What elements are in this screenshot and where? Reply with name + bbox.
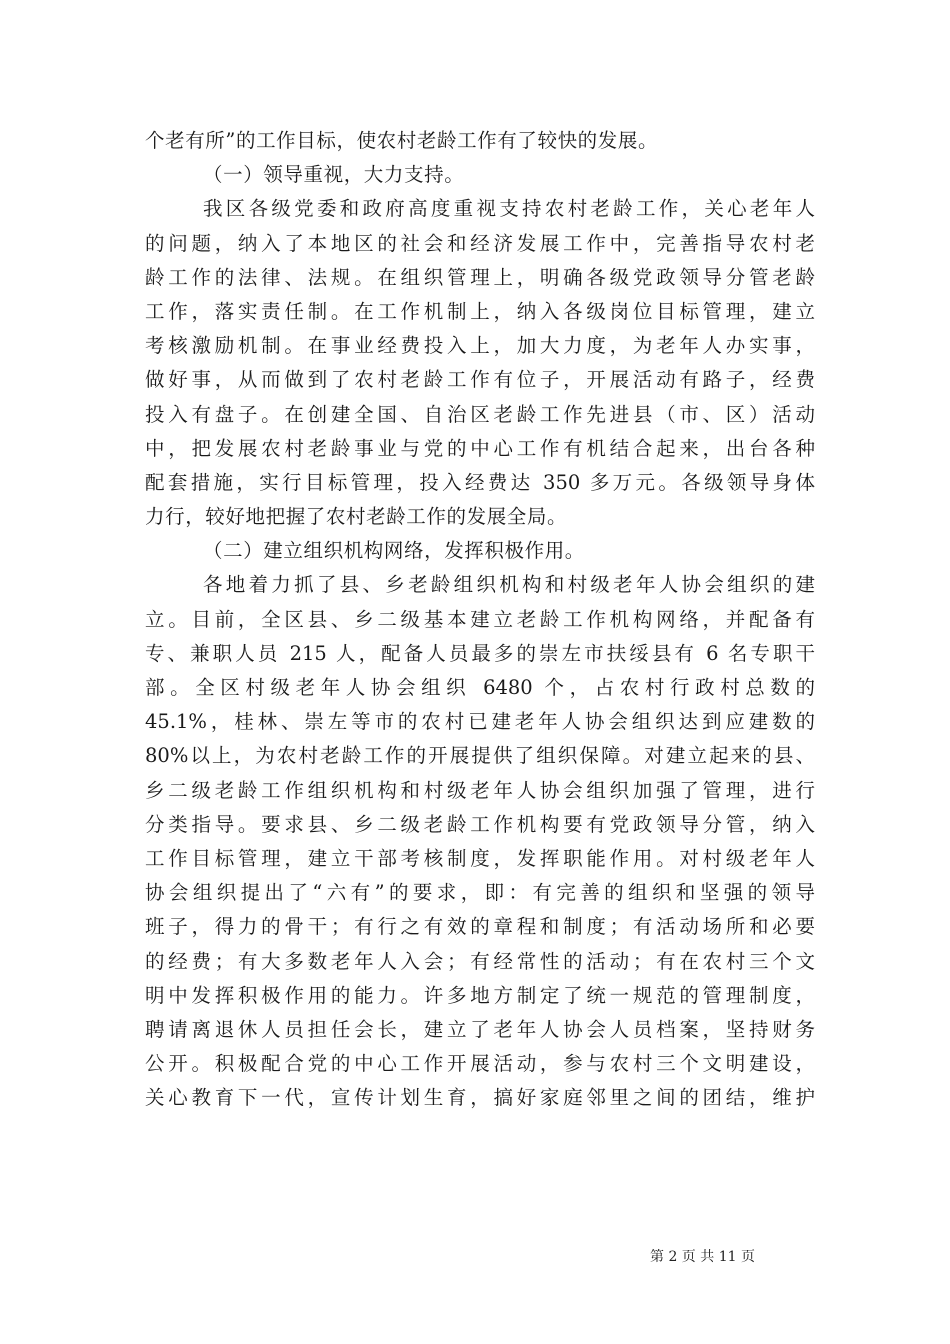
text-line: 投入有盘子。在创建全国、自治区老龄工作先进县（市、区）活动 <box>145 402 815 426</box>
text-line: 力行，较好地把握了农村老龄工作的发展全局。 <box>145 505 568 529</box>
text-line: 个老有所”的工作目标，使农村老龄工作有了较快的发展。 <box>145 129 659 152</box>
text-line: 工作，落实责任制。在工作机制上，纳入各级岗位目标管理，建立 <box>145 299 815 323</box>
text-line: 工作目标管理，建立干部考核制度，发挥职能作用。对村级老年人 <box>145 846 815 870</box>
text-line: 中，把发展农村老龄事业与党的中心工作有机结合起来，出台各种 <box>145 436 815 460</box>
text-line: 龄工作的法律、法规。在组织管理上，明确各级党政领导分管老龄 <box>145 265 815 289</box>
section-heading: （二）建立组织机构网络，发挥积极作用。 <box>203 539 585 563</box>
text-line: 分类指导。要求县、乡二级老龄工作机构要有党政领导分管，纳入 <box>145 812 815 836</box>
text-line: 考核激励机制。在事业经费投入上，加大力度，为老年人办实事， <box>145 334 815 358</box>
text-line: 45.1%，桂林、崇左等市的农村已建老年人协会组织达到应建数的 <box>145 710 815 734</box>
text-line: 乡二级老龄工作组织机构和村级老年人协会组织加强了管理，进行 <box>145 778 815 802</box>
text-line: 配套措施，实行目标管理，投入经费达 350 多万元。各级领导身体 <box>145 470 815 494</box>
text-line: 立。目前，全区县、乡二级基本建立老龄工作机构网络，并配备有 <box>145 607 815 631</box>
text-line: 的问题，纳入了本地区的社会和经济发展工作中，完善指导农村老 <box>145 231 815 255</box>
text-line: 公开。积极配合党的中心工作开展活动，参与农村三个文明建设， <box>145 1052 815 1076</box>
text-line: 各地着力抓了县、乡老龄组织机构和村级老年人协会组织的建 <box>203 573 815 597</box>
text-line: 80%以上，为农村老龄工作的开展提供了组织保障。对建立起来的县、 <box>145 744 815 768</box>
page-number: 第 2 页 共 11 页 <box>650 1249 755 1265</box>
section-heading: （一）领导重视，大力支持。 <box>203 163 465 187</box>
text-line: 我区各级党委和政府高度重视支持农村老龄工作，关心老年人 <box>203 197 815 221</box>
text-line: 部。全区村级老年人协会组织 6480 个，占农村行政村总数的 <box>145 676 815 699</box>
text-line: 聘请离退休人员担任会长，建立了老年人协会人员档案，坚持财务 <box>145 1017 815 1041</box>
body-text <box>145 124 815 1115</box>
text-line: 明中发挥积极作用的能力。许多地方制定了统一规范的管理制度， <box>145 983 815 1007</box>
text-line: 班子，得力的骨干；有行之有效的章程和制度；有活动场所和必要 <box>145 915 815 939</box>
text-line: 做好事，从而做到了农村老龄工作有位子，开展活动有路子，经费 <box>145 368 815 392</box>
text-line: 专、兼职人员 215 人，配备人员最多的崇左市扶绥县有 6 名专职干 <box>145 641 815 665</box>
text-line: 的经费；有大多数老年人入会；有经常性的活动；有在农村三个文 <box>145 949 815 973</box>
text-line: 协会组织提出了“六有”的要求，即：有完善的组织和坚强的领导 <box>145 881 815 905</box>
text-line: 关心教育下一代，宣传计划生育，搞好家庭邻里之间的团结，维护 <box>145 1086 815 1110</box>
